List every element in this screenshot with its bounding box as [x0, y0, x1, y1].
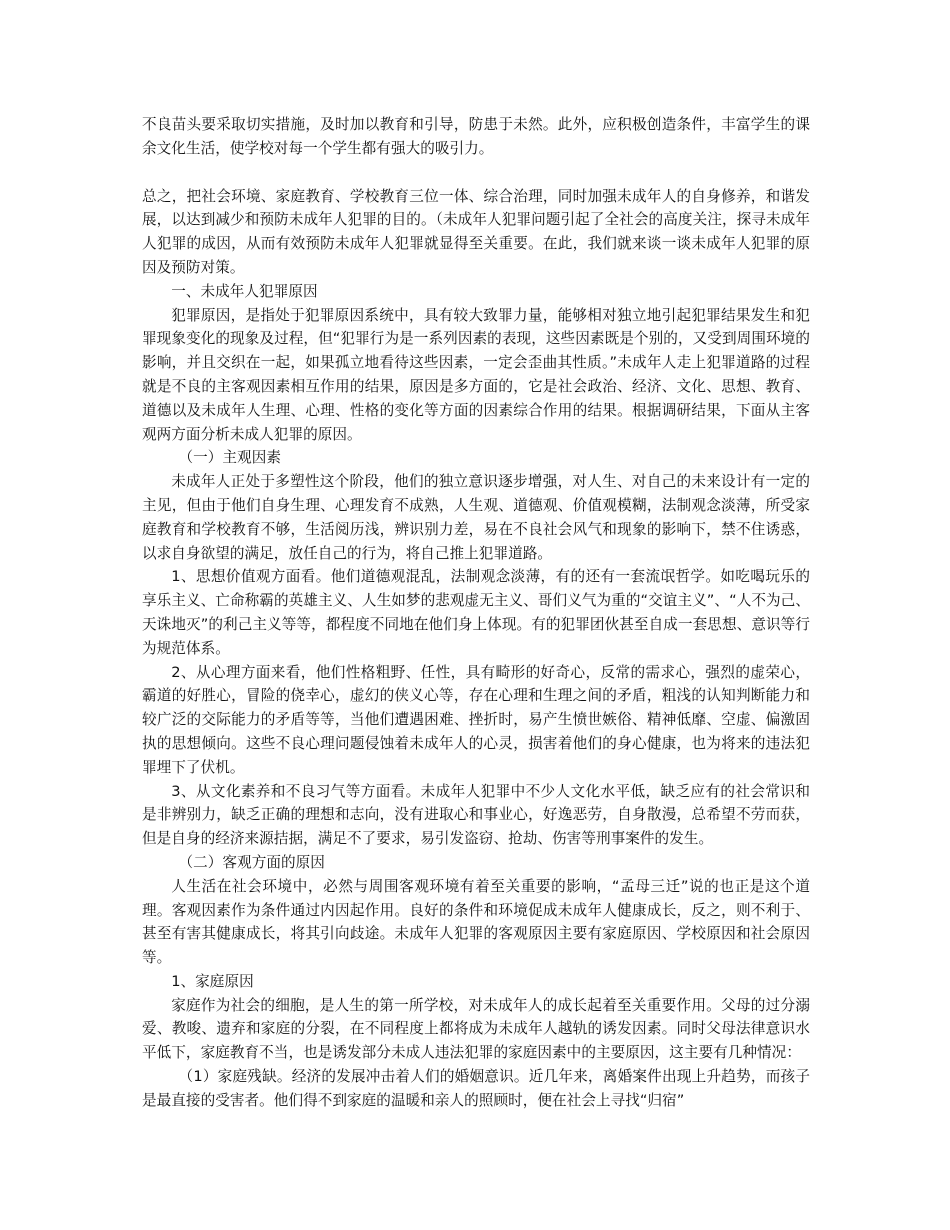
- subheading-objective-causes: （二）客观方面的原因: [178, 853, 325, 871]
- paragraph-subjective-factors: 未成年人正处于多塑性这个阶段，他们的独立意识逐步增强，对人生、对自己的未来设计有一定的主见，但由于他们自身生理、心理发育不成熟，人生观、道德观、价值观模糊，法制观念淡薄，所受家庭教育和学校教育不够，生活阅历浅，辨识别力差，易在不良社会风气和现象的影响下，禁不住诱惑，以求自身欲望的满足，放任自己的行为，将自己推上犯罪道路。: [142, 473, 810, 562]
- paragraph-point-1-values: 1、思想价值观方面看。他们道德观混乱，法制观念淡薄，有的还有一套流氓哲学。如吃喝玩乐的享乐主义、亡命称霸的英雄主义、人生如梦的悲观虚无主义、哥们义气为重的“交谊主义”、“人不为己、天诛地灭”的利己主义等等，都程度不同地在他们身上体现。有的犯罪团伙甚至自成一套思想、意识等行为规范体系。: [142, 568, 810, 657]
- paragraph-crime-causes: 犯罪原因，是指处于犯罪原因系统中，具有较大致罪力量，能够相对独立地引起犯罪结果发生和犯罪现象变化的现象及过程，但“犯罪行为是一系列因素的表现，这些因素既是个别的，又受到周围环境的影响，并且交织在一起，如果孤立地看待这些因素，一定会歪曲其性质。”未成年人走上犯罪道路的过程就是不良的主客观因素相互作用的结果，原因是多方面的，它是社会政治、经济、文化、思想、教育、道德以及未成年人生理、心理、性格的变化等方面的因素综合作用的结果。根据调研结果，下面从主客观两方面分析未成人犯罪的原因。: [142, 306, 810, 443]
- paragraph-continuation: 不良苗头要采取切实措施，及时加以教育和引导，防患于未然。此外，应积极创造条件，丰富学生的课余文化生活，使学校对每一个学生都有强大的吸引力。: [142, 116, 810, 157]
- paragraph-objective-causes: 人生活在社会环境中，必然与周围客观环境有着至关重要的影响，“孟母三迁”说的也正是这个道理。客观因素作为条件通过内因起作用。良好的条件和环境促成未成年人健康成长，反之，则不利于、甚至有害其健康成长，将其引向歧途。未成年人犯罪的客观原因主要有家庭原因、学校原因和社会原因等。: [142, 877, 810, 967]
- subheading-subjective-factors: （一）主观因素: [178, 449, 282, 467]
- section-heading-causes: 一、未成年人犯罪原因: [171, 282, 318, 300]
- paragraph-broken-family: （1）家庭残缺。经济的发展冲击着人们的婚姻意识。近几年来，离婚案件出现上升趋势，而孩子是最直接的受害者。他们得不到家庭的温暖和亲人的照顾时，便在社会上寻找“归宿”: [142, 1068, 810, 1109]
- paragraph-summary: 总之，把社会环境、家庭教育、学校教育三位一体、综合治理，同时加强未成年人的自身修养，和谐发展，以达到减少和预防未成年人犯罪的目的。（未成年人犯罪问题引起了全社会的高度关注，探寻未成年人犯罪的成因，从而有效预防未成年人犯罪就显得至关重要。在此，我们就来谈一谈未成年人犯罪的原因及预防对策。: [142, 187, 810, 276]
- document-body: [142, 113, 810, 1113]
- paragraph-point-2-psychology: 2、从心理方面来看，他们性格粗野、任性，具有畸形的好奇心，反常的需求心，强烈的虚荣心，霸道的好胜心，冒险的侥幸心，虚幻的侠义心等，存在心理和生理之间的矛盾，粗浅的认知判断能力和较广泛的交际能力的矛盾等等，当他们遭遇困难、挫折时，易产生愤世嫉俗、精神低靡、空虚、偏激固执的思想倾向。这些不良心理问题侵蚀着未成年人的心灵，损害着他们的身心健康，也为将来的违法犯罪埋下了伏机。: [142, 663, 810, 776]
- paragraph-family-causes: 家庭作为社会的细胞，是人生的第一所学校，对未成年人的成长起着至关重要作用。父母的过分溺爱、教唆、遗弃和家庭的分裂，在不同程度上都将成为未成年人越轨的诱发因素。同时父母法律意识水平低下，家庭教育不当，也是诱发部分未成人违法犯罪的家庭因素中的主要原因，这主要有几种情况：: [142, 996, 810, 1062]
- subheading-family-causes: 1、家庭原因: [171, 972, 254, 990]
- paragraph-point-3-culture: 3、从文化素养和不良习气等方面看。未成年人犯罪中不少人文化水平低，缺乏应有的社会常识和是非辨别力，缺乏正确的理想和志向，没有进取心和事业心，好逸恶劳，自身散漫，总希望不劳而获，但是自身的经济来源拮据，满足不了要求，易引发盗窃、抢劫、伤害等刑事案件的发生。: [142, 782, 810, 848]
